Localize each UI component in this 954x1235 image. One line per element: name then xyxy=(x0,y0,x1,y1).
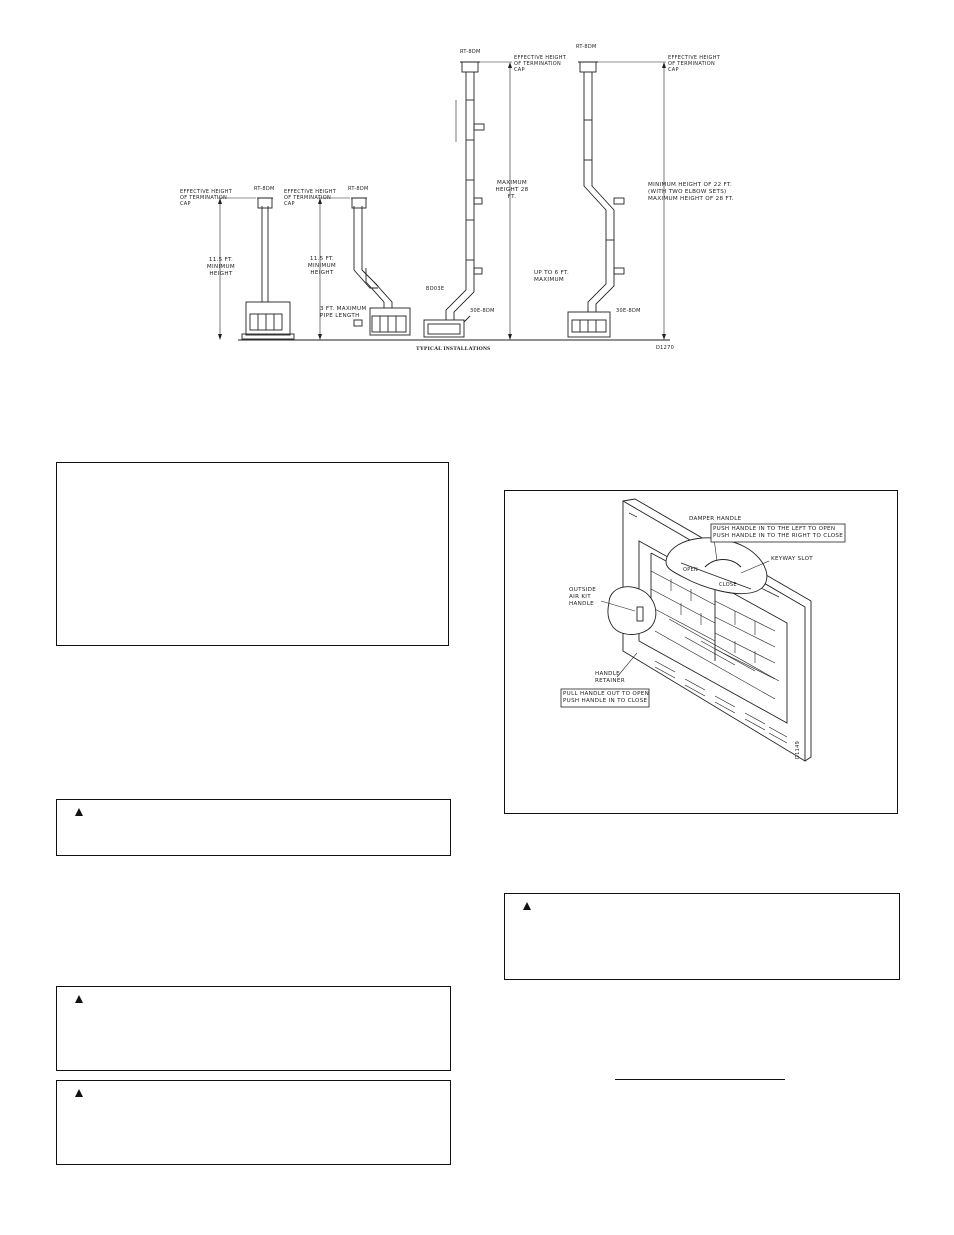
inst3-eff-height-label: EFFECTIVE HEIGHT OF TERMINATION CAP xyxy=(514,55,567,73)
warning-triangle-icon xyxy=(523,902,531,910)
warning-triangle-icon xyxy=(75,995,83,1003)
warning-box-1 xyxy=(56,799,451,856)
close-mark-label: CLOSE xyxy=(719,582,737,588)
inst4-part-b-label: 30E-8DM xyxy=(616,308,641,314)
inst4-eff-height-label: EFFECTIVE HEIGHT OF TERMINATION CAP xyxy=(668,55,721,73)
inst3-part-a-label: BD03E xyxy=(426,286,445,292)
damper-handle-label: DAMPER HANDLE xyxy=(689,516,742,522)
inst4-cap-label: RT-8DM xyxy=(576,44,597,50)
keyway-slot-label: KEYWAY SLOT xyxy=(771,556,814,562)
push-open-label: PUSH HANDLE IN TO THE LEFT TO OPEN xyxy=(713,526,836,532)
inst2-eff-height-label: EFFECTIVE HEIGHT OF TERMINATION CAP xyxy=(284,189,337,207)
handle-retainer-label: HANDLE RETAINER xyxy=(595,671,625,684)
inst2-height-label: 11.5 FT. MINIMUM HEIGHT xyxy=(307,256,337,276)
inst4-up-to-label: UP TO 6 FT. MAXIMUM xyxy=(534,270,570,283)
pull-open-label: PULL HANDLE OUT TO OPEN xyxy=(563,691,650,697)
push-in-close-label: PUSH HANDLE IN TO CLOSE xyxy=(563,698,648,704)
inst3-height-label: MAXIMUM HEIGHT 28 FT. xyxy=(495,180,529,200)
outside-air-label: OUTSIDE AIR KIT HANDLE xyxy=(569,587,597,607)
inst1-eff-height-label: EFFECTIVE HEIGHT OF TERMINATION CAP xyxy=(180,189,233,207)
top-figure-id: D1270 xyxy=(656,345,675,351)
section-heading-underline xyxy=(615,1079,785,1080)
notice-box xyxy=(56,462,449,646)
warning-triangle-icon xyxy=(75,1089,83,1097)
warning-box-2 xyxy=(56,986,451,1071)
warning-box-4 xyxy=(504,893,900,980)
push-close-label: PUSH HANDLE IN TO THE RIGHT TO CLOSE xyxy=(713,533,844,539)
warning-triangle-icon xyxy=(75,808,83,816)
inst1-height-label: 11.5 FT. MINIMUM HEIGHT xyxy=(206,257,236,277)
damper-figure xyxy=(504,490,898,814)
figure-caption: TYPICAL INSTALLATIONS xyxy=(416,346,491,352)
inst3-cap-label: RT-8DM xyxy=(460,49,481,55)
damper-figure-id: D1149 xyxy=(795,740,801,759)
inst1-cap-label: RT-8DM xyxy=(254,186,275,192)
open-mark-label: OPEN xyxy=(683,567,699,573)
typical-installations-figure xyxy=(170,40,750,360)
warning-box-3 xyxy=(56,1080,451,1165)
inst2-pipe-label: 3 FT. MAXIMUM PIPE LENGTH xyxy=(320,306,367,319)
inst3-part-b-label: 30E-8DM xyxy=(470,308,495,314)
inst4-height-label: MINIMUM HEIGHT OF 22 FT. (WITH TWO ELBOW SETS) MAXIMUM HEIGHT OF 28 FT. xyxy=(648,182,734,202)
inst2-cap-label: RT-8DM xyxy=(348,186,369,192)
